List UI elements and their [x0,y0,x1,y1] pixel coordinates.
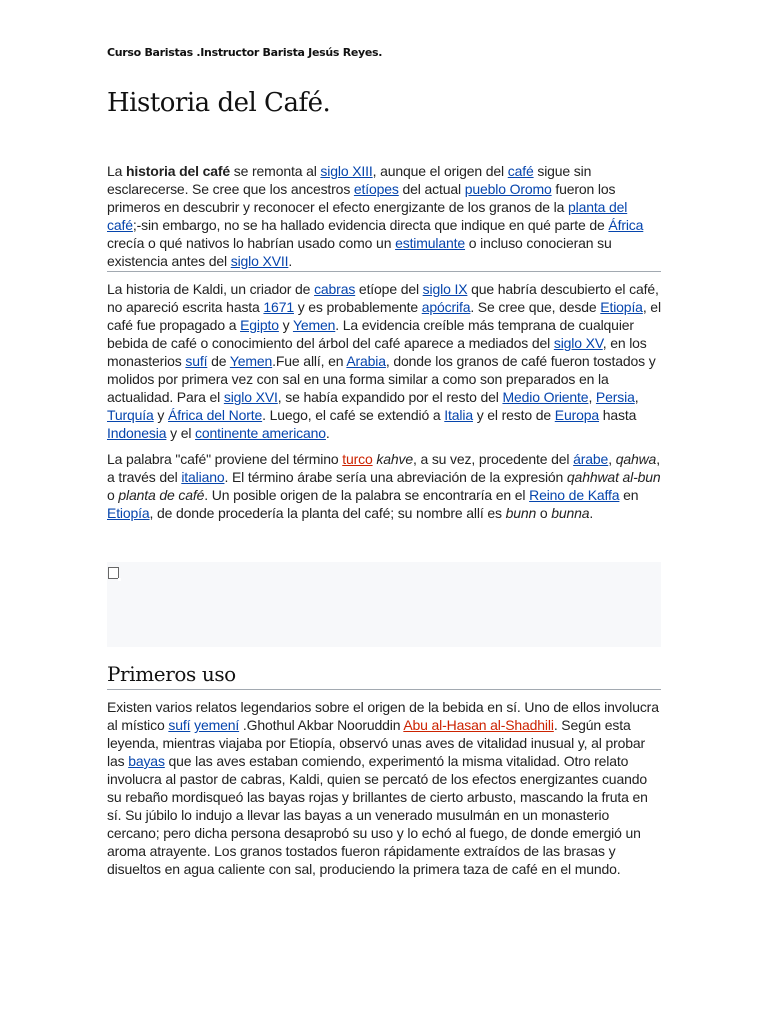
link-pueblo-oromo[interactable]: pueblo Oromo [464,181,552,197]
link-arabe[interactable]: árabe [573,451,609,467]
paragraph-etymology [107,450,661,522]
link-siglo-ix[interactable]: siglo IX [422,281,468,297]
link-turco[interactable]: turco [342,451,373,467]
text: . [589,505,594,521]
italic-term: kahve [376,451,413,467]
text: . La evidencia creíble más temprana de cualquier bebida de café o conocimiento del árbol del café aparece a mediados del [107,317,634,351]
text: . Un posible origen de la palabra se encontraría en el [204,487,530,503]
link-siglo-xvii[interactable]: siglo XVII [230,253,289,269]
text: , el café fue propagado a [107,299,661,333]
italic-term: planta de café [118,487,205,503]
link-africa[interactable]: África [608,217,644,233]
link-siglo-xvi[interactable]: siglo XVI [223,389,278,405]
link-europa[interactable]: Europa [554,407,600,423]
text: , aunque el origen del [372,163,508,179]
section-body [107,698,661,878]
italic-term: bunn [505,505,537,521]
text: hasta [599,407,637,423]
link-cabras[interactable]: cabras [314,281,356,297]
section-divider [107,689,661,690]
text: .Ghothul Akbar Nooruddin [239,717,404,733]
link-continente-americano[interactable]: continente americano [195,425,326,441]
link-africa-del-norte[interactable]: África del Norte [168,407,263,423]
paragraph-intro [107,162,661,271]
link-sufi[interactable]: sufí [185,353,208,369]
link-planta-del-cafe[interactable]: planta del café [107,199,628,233]
text: , donde los granos de café fueron tostados y molidos por primera vez con sal en una forma similar a como son preparados en la actualidad. Para el [107,353,656,405]
text: y el resto de [472,407,555,423]
text: Existen varios relatos legendarios sobre el origen de la bebida en sí. Uno de ellos involucra al místico [107,699,659,733]
section-title-primeros-uso: Primeros uso [107,662,236,686]
link-estimulante[interactable]: estimulante [395,235,466,251]
link-turquia[interactable]: Turquía [107,407,154,423]
link-etiopia-2[interactable]: Etiopía [107,505,150,521]
page-header: Curso Baristas .Instructor Barista Jesús Reyes. [107,46,383,59]
link-apocrifa[interactable]: apócrifa [421,299,471,315]
italic-term: qahhwat al-bun [566,469,661,485]
text: ;-sin embargo, no se ha hallado evidencia directa que indique en qué parte de [132,217,609,233]
text: La historia de Kaldi, un criador de [107,281,315,297]
text: en [619,487,639,503]
link-medio-oriente[interactable]: Medio Oriente [502,389,589,405]
text: sigue sin esclarecerse. Se cree que los ancestros [107,163,592,197]
link-cafe[interactable]: café [507,163,534,179]
page-title: Historia del Café. [107,88,331,118]
image-placeholder [107,562,661,647]
text: , de donde procedería la planta del café; su nombre allí es [149,505,506,521]
broken-image-icon [108,567,119,579]
text: de [207,353,230,369]
text: o [536,505,552,521]
text: etíope del [355,281,423,297]
text: . Según esta leyenda, mientras viajaba por Etiopía, observó unas aves de vitalidad inusual y, al probar las [107,717,646,769]
link-reino-de-kaffa[interactable]: Reino de Kaffa [529,487,620,503]
text: del actual [398,181,465,197]
link-italiano[interactable]: italiano [181,469,225,485]
text: o [107,487,119,503]
text: que habría descubierto el café, no apareció escrita hasta [107,281,659,315]
text: , se había expandido por el resto del [277,389,503,405]
text: , a través del [107,451,660,485]
text: , en los monasterios [107,335,647,369]
article-body [107,162,661,522]
link-etiopes[interactable]: etíopes [353,181,399,197]
paragraph-kaldi [107,280,661,442]
text: se remonta al [230,163,321,179]
paragraph-legends [107,698,661,878]
text: , [608,451,616,467]
link-egipto[interactable]: Egipto [240,317,279,333]
text: que las aves estaban comiendo, experimentó la misma vitalidad. Otro relato involucra al pastor de cabras, Kaldi, quien se percató de los efectos energizantes cuando su rebaño mordisqueó las bayas rojas y brillantes de cierto arbusto, mascando la fruta en sí. Su júbilo lo indujo a llevar las bayas a un venerado musulmán en un monasterio cercano; pero dicha persona desaprobó su uso y lo echó al fuego, de donde emergió un aroma atrayente. Los granos tostados fueron rápidamente extraídos de las brasas y disueltos en agua caliente con sal, produciendo la primera taza de café en el mundo. [107,753,648,877]
link-etiopia[interactable]: Etiopía [600,299,643,315]
text: La palabra "café" proviene del término [107,451,343,467]
link-yemeni[interactable]: yemení [194,717,240,733]
text: La [107,163,127,179]
divider [107,271,661,272]
link-siglo-xiii[interactable]: siglo XIII [320,163,373,179]
link-siglo-xv[interactable]: siglo XV [553,335,603,351]
text: , [588,389,596,405]
link-yemen[interactable]: Yemen [292,317,336,333]
italic-term: bunna [551,505,590,521]
text: fueron los primeros en descubrir y reconocer el efecto energizante de los granos de la [107,181,616,215]
text: . [325,425,330,441]
text: o incluso conocieran su existencia antes del [107,235,612,269]
text: y es probablemente [293,299,422,315]
text: . El término árabe sería una abreviación de la expresión [224,469,567,485]
link-italia[interactable]: Italia [444,407,473,423]
link-persia[interactable]: Persia [595,389,635,405]
text: . Se cree que, desde [470,299,601,315]
text: y [153,407,169,423]
link-arabia[interactable]: Arabia [346,353,386,369]
link-indonesia[interactable]: Indonesia [107,425,167,441]
text: . Luego, el café se extendió a [262,407,445,423]
italic-term: qahwa [615,451,657,467]
link-bayas[interactable]: bayas [128,753,165,769]
text: . [288,253,293,269]
text: y el [166,425,196,441]
text: .Fue allí, en [272,353,347,369]
text: y [278,317,293,333]
text: , a su vez, procedente del [412,451,574,467]
text: crecía o qué nativos lo habrían usado como un [107,235,396,251]
text: , [634,389,639,405]
link-1671[interactable]: 1671 [263,299,294,315]
bold-term: historia del café [126,163,231,179]
link-abu-al-hasan-al-shadhili[interactable]: Abu al-Hasan al-Shadhili [403,717,554,733]
link-sufi-2[interactable]: sufí [168,717,191,733]
link-yemen-2[interactable]: Yemen [229,353,273,369]
